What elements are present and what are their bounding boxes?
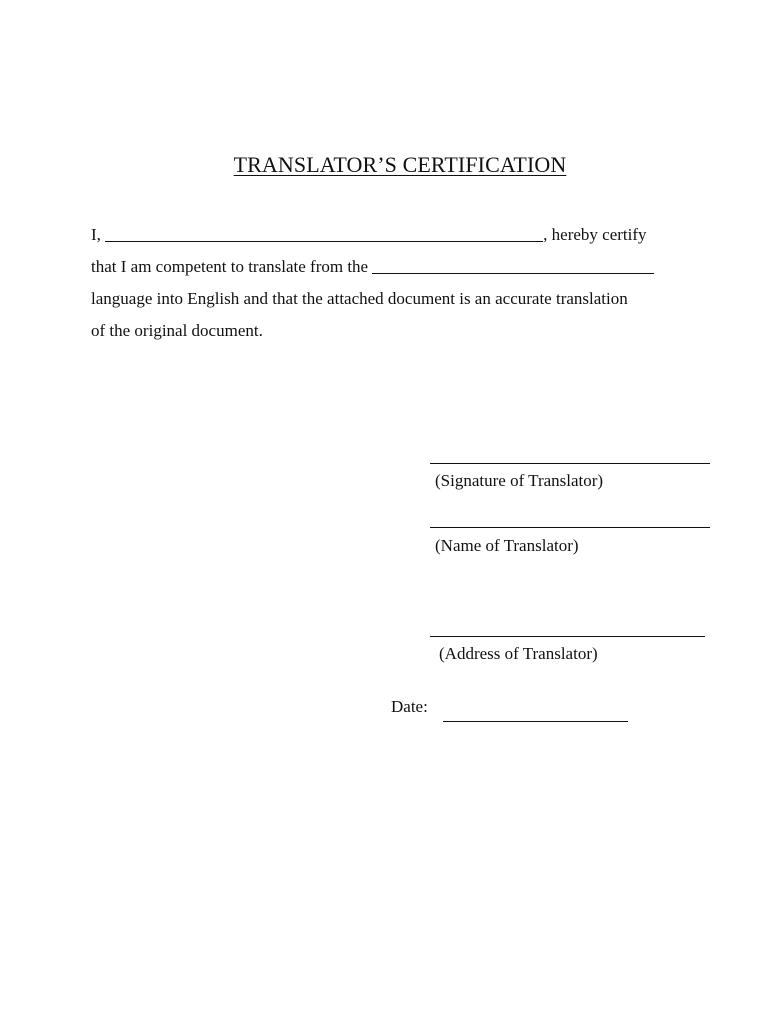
- translator-name-blank[interactable]: [105, 227, 543, 242]
- line2-prefix: that I am competent to translate from the: [91, 257, 369, 276]
- name-label: (Name of Translator): [435, 536, 579, 555]
- line1-suffix: , hereby certify: [543, 225, 647, 244]
- date-label: Date:: [391, 697, 428, 716]
- certification-line-4: of the original document.: [91, 321, 263, 340]
- address-label: (Address of Translator): [439, 644, 598, 663]
- address-line[interactable]: [430, 636, 705, 637]
- certification-line-3: language into English and that the attached document is an accurate translation: [91, 289, 628, 308]
- signature-line[interactable]: [430, 463, 710, 464]
- source-language-blank[interactable]: [372, 259, 654, 274]
- date-line[interactable]: [443, 721, 628, 722]
- certification-line-1: [91, 225, 647, 245]
- document-title: TRANSLATOR’S CERTIFICATION: [233, 152, 567, 177]
- line1-prefix: I,: [91, 225, 101, 244]
- certification-line-2: [91, 257, 654, 277]
- name-line[interactable]: [430, 527, 710, 528]
- signature-label: (Signature of Translator): [435, 471, 604, 490]
